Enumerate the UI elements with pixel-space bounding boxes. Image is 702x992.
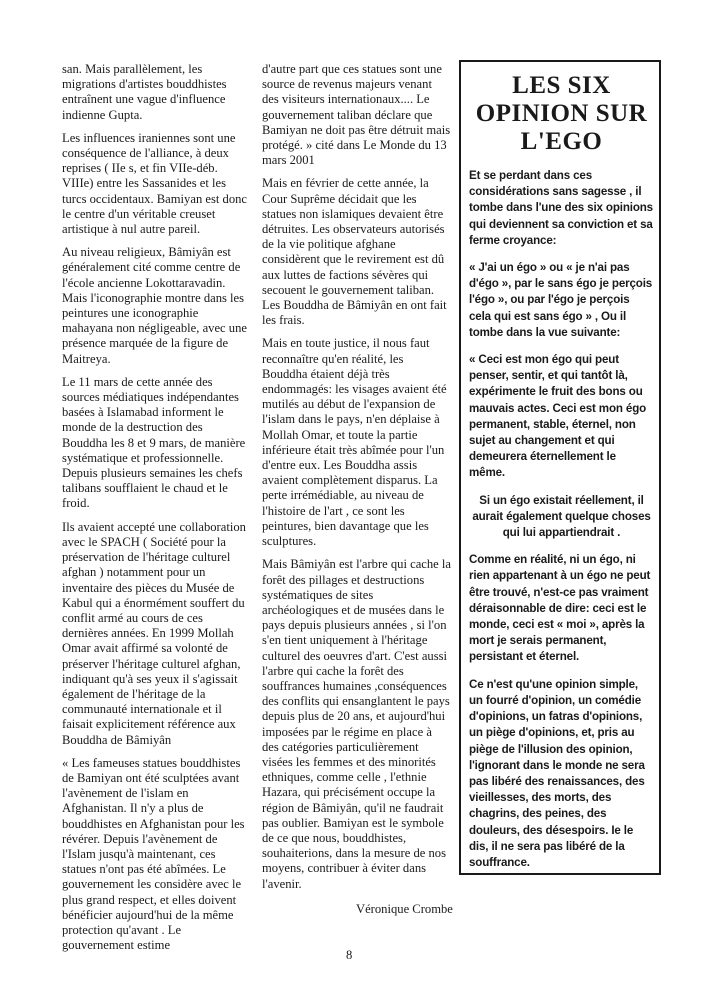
paragraph: Mais en toute justice, il nous faut reconnaître qu'en réalité, les Bouddha étaient déjà très endommagés: les visages avaient été mutilés au début de l'expansion de l'islam dans le pays, n'en déplaise à Mollah Omar, et toute la partie inférieure était très abîmée pour l'un d'entre eux. Les Bouddha assis avaient complètement disparus. La perte irrémédiable, au niveau de l'histoire de l'art , ce sont les peintures, bien davantage que les sculptures. xyxy=(262,336,447,549)
article-column-middle xyxy=(262,62,451,900)
sidebar-box xyxy=(459,60,661,875)
author-signature: Véronique Crombe xyxy=(356,902,453,916)
paragraph: « Les fameuses statues bouddhistes de Bamiyan ont été sculptées avant l'avènement de l'islam en Afghanistan. Il n'y a plus de bouddhistes en Afghanistan pour les révérer. Depuis l'avènement de l'Islam jusqu'à maintenant, ces statues n'ont pas été abîmées. Le gouvernement les considère avec le plus grand respect, et elles doivent bénéficier aujourd'hui de la même protection qu'avant . Le gouvernement estime xyxy=(62,755,245,953)
sidebar-title-line: L'EGO xyxy=(520,128,603,155)
sidebar-title-line: LES SIX xyxy=(512,72,611,99)
article-column-left xyxy=(62,62,248,961)
paragraph: Mais Bâmiyân est l'arbre qui cache la forêt des pillages et destructions systématiques de sites archéologiques et de musées dans le pays depuis plusieurs années , si l'on s'en tient uniquement à l'héritage culturel des oeuvres d'art. C'est aussi l'arbre qui cache la forêt des souffrances humaines ,conséquences des conflits qui ensanglantent le pays depuis plus de 20 ans, et aujourd'hui imposées par le régime en place à des catégories particulièrement visées les femmes et des minorités ethniques, comme celle , l'ethnie Hazara, qui précisément occupe la région de Bâmiyân, qu'il ne faudrait pas oublier. Bamiyan est le symbole de ce que nous, bouddhistes, souhaiterions, dans la mesure de nos moyens, contribuer à éviter dans l'avenir. xyxy=(262,557,452,891)
sidebar-title xyxy=(469,72,654,156)
page-number: 8 xyxy=(346,948,353,962)
paragraph: Ils avaient accepté une collaboration avec le SPACH ( Société pour la préservation de l'héritage culturel afghan ) notamment pour un inventaire des pièces du Musée de Kabul qui a énormément souffert du conflit armé au cours de ces dernières années. En 1999 Mollah Omar avait affirmé sa volonté de préserver l'héritage culturel afghan, indiquant qu'à ses yeux il s'agissait également de l'héritage de la communauté internationale et il faisait explicitement référence aux Bouddha de Bâmiyân xyxy=(62,519,246,747)
sidebar-paragraph: « Ceci est mon égo qui peut penser, sentir, et qui tantôt là, expérimente le fruit des bons ou mauvais actes. Ceci est mon égo permanent, stable, éternel, non sujet au changement et qui demeurera éternellement le même. xyxy=(469,353,647,480)
paragraph: san. Mais parallèlement, les migrations d'artistes bouddhistes entraînent une vague d'influence indienne Gupta. xyxy=(62,62,227,122)
sidebar-paragraph: « J'ai un égo » ou « je n'ai pas d'égo », par le sans égo je perçois l'égo », ou par l'égo je perçois cela qui est sans égo » , Ou il tombe dans la vue suivante: xyxy=(469,261,653,339)
sidebar-title-line: OPINION SUR xyxy=(475,100,648,127)
paragraph: Les influences iraniennes sont une conséquence de l'alliance, à deux reprises ( IIe s, et fin VIIe-déb. VIIIe) entre les Sassanides et les turcs occidentaux. Bamiyan est donc le centre d'un véritable creuset artistique à nul autre pareil. xyxy=(62,130,248,237)
paragraph: Le 11 mars de cette année des sources médiatiques indépendantes basées à Islamabad informent le monde de la destruction des Bouddha les 8 et 9 mars, de manière systématique et professionnelle. Depuis plusieurs semaines les chefs talibans soufflaient le chaud et le froid. xyxy=(62,374,246,511)
sidebar-paragraph: Si un égo existait réellement, il aurait également quelque choses qui lui appartiendrait . xyxy=(472,493,651,540)
paragraph: Au niveau religieux, Bâmiyân est généralement cité comme centre de l'école ancienne Lokottaravadin. Mais l'iconographie montre dans les peintures une iconographie mahayana non négligeable, avec une présence marquée de la figure de Maitreya. xyxy=(62,245,247,366)
paragraph: Mais en février de cette année, la Cour Suprême décidait que les statues non islamiques devaient être détruites. Les observateurs autorisés de la vie politique afghane considèrent que le revirement est dû aux luttes de factions sévères qui secouent le gouvernement taliban. Les Bouddha de Bâmiyân en ont fait les frais. xyxy=(262,176,447,328)
sidebar-paragraph: Et se perdant dans ces considérations sans sagesse , il tombe dans l'une des six opinions qui deviennent sa conviction et sa ferme croyance: xyxy=(469,169,653,247)
sidebar-paragraph: Comme en réalité, ni un égo, ni rien appartenant à un égo ne peut être trouvé, n'est-ce pas vraiment déraisonnable de dire: ceci est le monde, ceci est « moi », après la mort je serais permanent, persistant et éternel. xyxy=(469,553,651,664)
sidebar-paragraph: Ce n'est qu'une opinion simple, un fourré d'opinion, un comédie d'opinions, un fatras d'opinions, un piège d'opinions, et, pris au piège de l'illusion des opinion, l'ignorant dans le monde ne sera pas libéré des renaissances, des vieillesses, des morts, des chagrins, des peines, des douleurs, des désespoirs. Ie le dis, il ne sera pas libéré de la souffrance. xyxy=(469,677,645,869)
paragraph: d'autre part que ces statues sont une source de revenus majeurs venant des visiteurs internationaux.... Le gouvernement taliban déclare que Bamiyan ne doit pas être détruit mais protégé. » cité dans Le Monde du 13 mars 2001 xyxy=(262,62,451,168)
